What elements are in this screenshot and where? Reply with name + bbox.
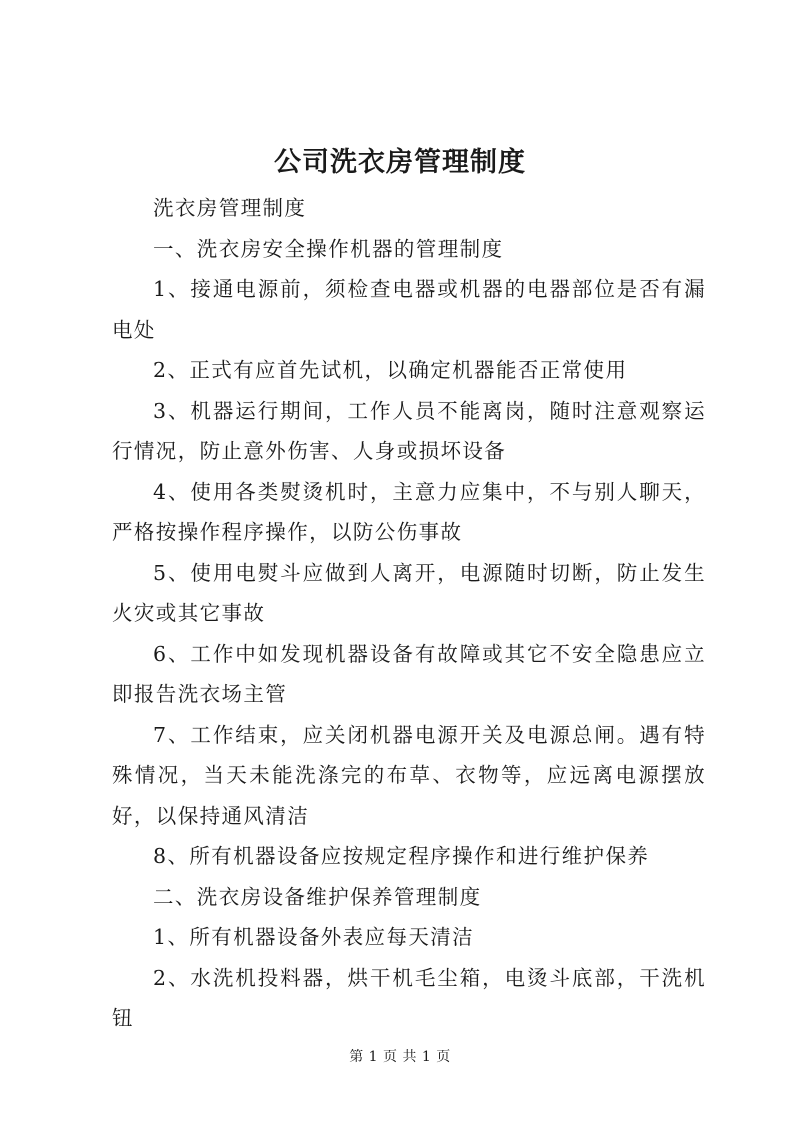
paragraph: 6、工作中如发现机器设备有故障或其它不安全隐患应立即报告洗衣场主管 (112, 641, 706, 706)
section-heading: 二、洗衣房设备维护保养管理制度 (153, 884, 482, 909)
paragraph: 5、使用电熨斗应做到人离开，电源随时切断，防止发生火灾或其它事故 (112, 560, 706, 625)
paragraph: 8、所有机器设备应按规定程序操作和进行维护保养 (153, 844, 650, 868)
paragraph: 1、所有机器设备外表应每天清洁 (153, 925, 475, 949)
paragraph: 1、接通电源前，须检查电器或机器的电器部位是否有漏电处 (112, 277, 706, 342)
paragraph: 3、机器运行期间，工作人员不能离岗，随时注意观察运行情况，防止意外伤害、人身或损坏设备 (112, 398, 706, 463)
page-number-footer: 第 1 页 共 1 页 (349, 1049, 451, 1065)
paragraph: 4、使用各类熨烫机时，主意力应集中，不与别人聊天，严格按操作程序操作，以防公伤事故 (112, 479, 706, 544)
section-heading: 一、洗衣房安全操作机器的管理制度 (153, 236, 504, 261)
paragraph: 7、工作结束，应关闭机器电源开关及电源总闸。遇有特殊情况，当天未能洗涤完的布草、衣物等，应远离电源摆放好，以保持通风清洁 (112, 722, 706, 828)
paragraph: 洗衣房管理制度 (153, 196, 307, 220)
document-title: 公司洗衣房管理制度 (274, 147, 526, 178)
document-body (112, 188, 706, 1039)
paragraph: 2、水洗机投料器，烘干机毛尘箱，电烫斗底部，干洗机钮 (112, 965, 706, 1030)
paragraph: 2、正式有应首先试机，以确定机器能否正常使用 (153, 358, 628, 382)
